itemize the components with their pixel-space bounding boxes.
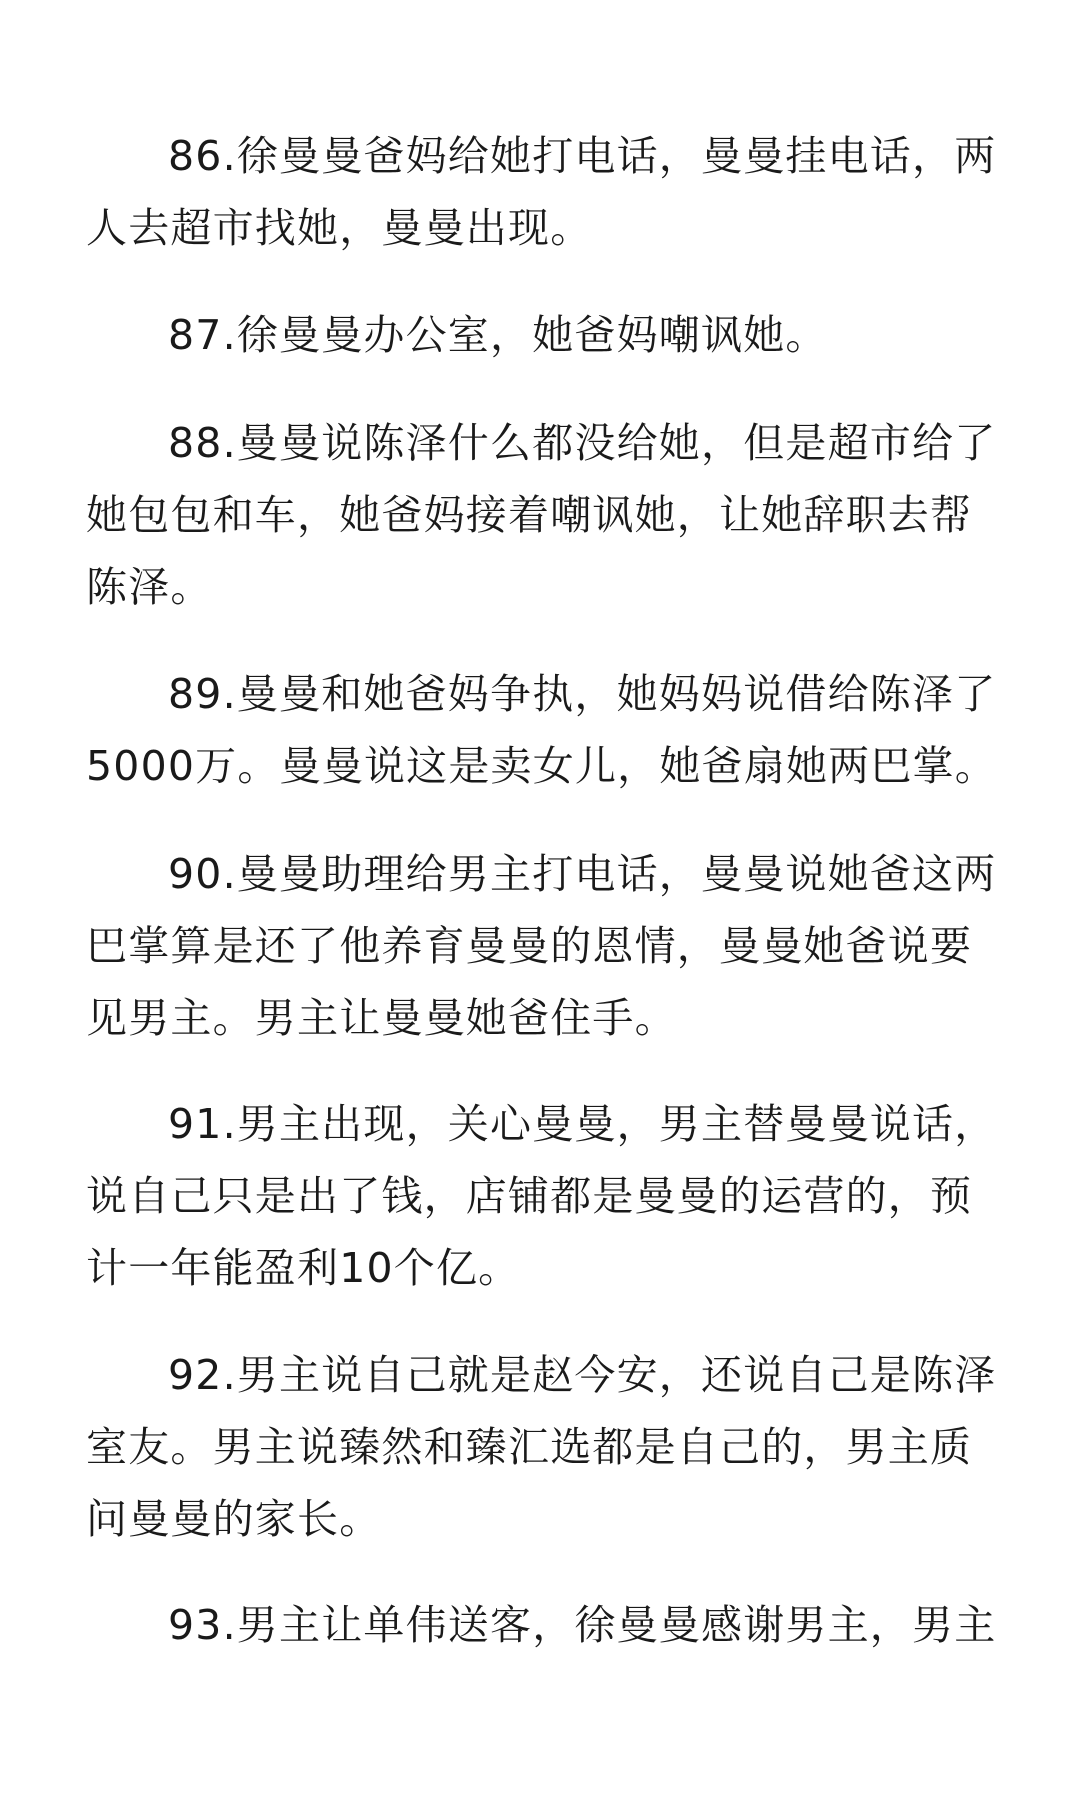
paragraph-93: 93.男主让单伟送客，徐曼曼感谢男主，男主 [168, 1601, 997, 1649]
paragraph-90: 90.曼曼助理给男主打电话，曼曼说她爸这两巴掌算是还了他养育曼曼的恩情，曼曼她爸说要见男主。男主让曼曼她爸住手。 [86, 850, 997, 1042]
paragraph-91: 91.男主出现，关心曼曼，男主替曼曼说话，说自己只是出了钱，店铺都是曼曼的运营的，预计一年能盈利10个亿。 [86, 1100, 997, 1292]
paragraph-88: 88.曼曼说陈泽什么都没给她，但是超市给了她包包和车，她爸妈接着嘲讽她，让她辞职去帮陈泽。 [86, 419, 997, 611]
paragraph-87: 87.徐曼曼办公室，她爸妈嘲讽她。 [168, 311, 828, 359]
paragraph-89: 89.曼曼和她爸妈争执，她妈妈说借给陈泽了5000万。曼曼说这是卖女儿，她爸扇她两巴掌。 [86, 670, 997, 790]
paragraph-86: 86.徐曼曼爸妈给她打电话，曼曼挂电话，两人去超市找她，曼曼出现。 [86, 132, 997, 252]
paragraph-92: 92.男主说自己就是赵今安，还说自己是陈泽室友。男主说臻然和臻汇选都是自己的，男主质问曼曼的家长。 [86, 1351, 997, 1543]
